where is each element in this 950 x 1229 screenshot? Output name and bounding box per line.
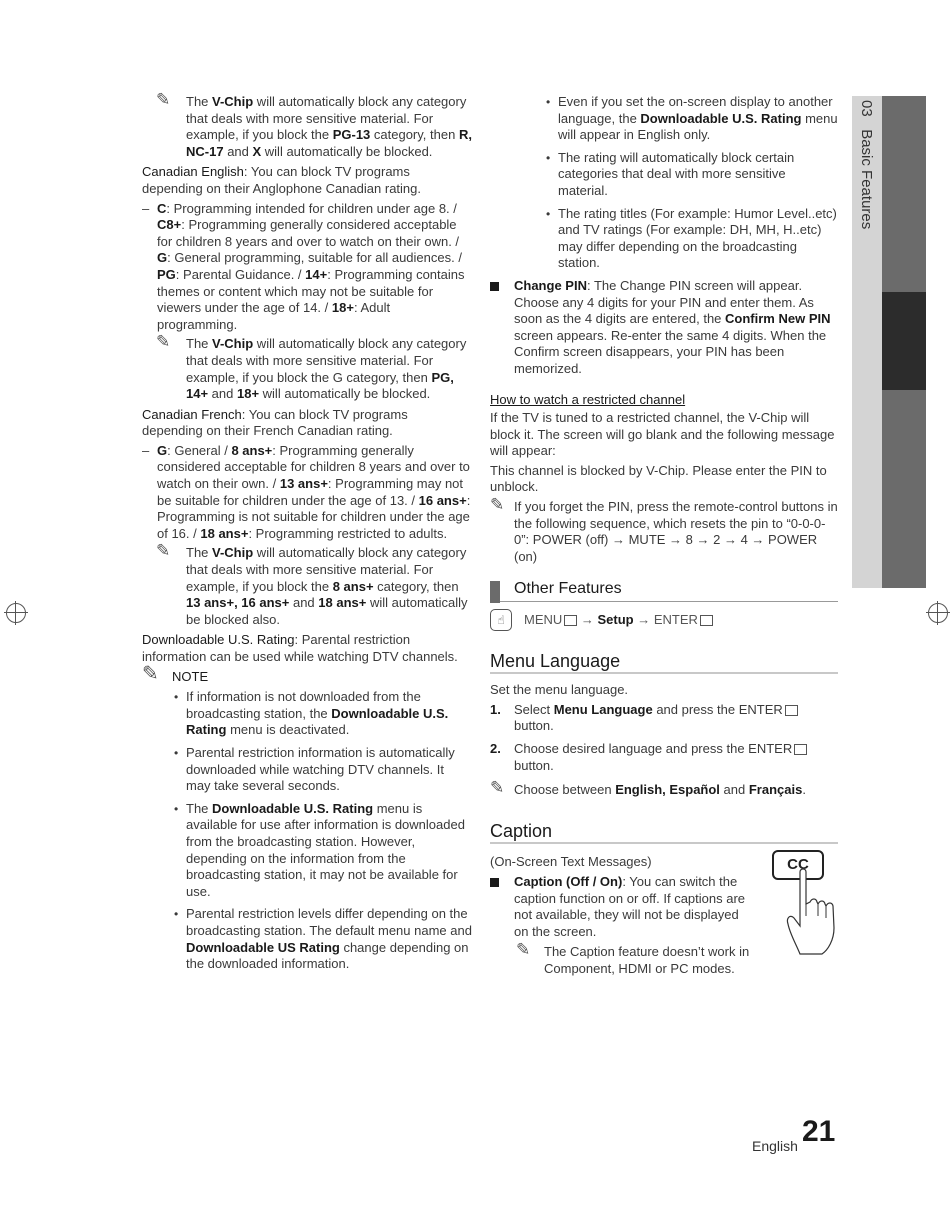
pencil-note-icon: ✎ bbox=[490, 495, 505, 515]
footer-language: English bbox=[752, 1138, 798, 1154]
other-features-heading: Other Features bbox=[490, 581, 838, 602]
note-heading: ✎ NOTE bbox=[142, 662, 209, 685]
menu-language-intro: Set the menu language. bbox=[490, 682, 629, 698]
list-item: • The rating titles (For example: Humor Level..etc) and TV ratings (For example: DH, MH, H..etc) may differ depending on the broadcasting station. bbox=[546, 205, 837, 271]
list-item: 2. Choose desired language and press the ENTER button. bbox=[490, 741, 838, 774]
left-column bbox=[142, 90, 472, 979]
menu-path: ☝ MENU → Setup → ENTER bbox=[490, 612, 838, 629]
cc-button-icon: CC bbox=[772, 850, 824, 880]
note-bullets bbox=[142, 689, 472, 973]
how-to-watch-heading: How to watch a restricted channel bbox=[490, 391, 686, 407]
canadian-french-intro: Canadian French: You can block TV programs depending on their French Canadian rating. bbox=[142, 406, 408, 439]
cc-button-illustration bbox=[772, 850, 838, 960]
pencil-note-icon: ✎ bbox=[156, 332, 171, 352]
chapter-number: 03 bbox=[858, 100, 875, 117]
list-item: • The Downloadable U.S. Rating menu is available for use after information is downloaded from the broadcasting station. However, depending on the information from the broadcasting station, it may not be available for use. bbox=[174, 800, 465, 899]
how-to-watch-text: If the TV is tuned to a restricted channel, the V-Chip will block it. The screen will go blank and the following message will appear: bbox=[490, 410, 835, 459]
caption-item: Caption (Off / On): You can switch the caption function on or off. If captions are not available, they will not be displayed on the screen. bbox=[490, 874, 755, 940]
square-bullet-icon bbox=[490, 282, 499, 291]
registration-mark-icon bbox=[6, 603, 26, 623]
chapter-title: Basic Features bbox=[858, 129, 875, 230]
caption-subtitle: (On-Screen Text Messages) bbox=[490, 854, 652, 870]
language-options-note: ✎ Choose between English, Español and Français. bbox=[490, 778, 806, 798]
pencil-note-icon: ✎ bbox=[490, 778, 505, 798]
registration-mark-icon bbox=[928, 603, 948, 623]
hand-press-icon bbox=[786, 868, 838, 956]
caption-section bbox=[490, 854, 838, 977]
note-vchip-1: ✎ The V-Chip will automatically block any category that deals with more sensitive material. For example, if you block the PG-13 category, then R, NC-17 and X will automatically be blocked. bbox=[156, 90, 472, 159]
list-item: • If information is not downloaded from the broadcasting station, the Downloadable U.S. Rating menu is deactivated. bbox=[174, 689, 449, 738]
section-marker bbox=[490, 581, 500, 603]
blocked-message: This channel is blocked by V-Chip. Please enter the PIN to unblock. bbox=[490, 462, 827, 495]
chapter-tab-marker bbox=[882, 292, 926, 390]
page-number: 21 bbox=[802, 1115, 836, 1148]
list-item: • Parental restriction levels differ depending on the broadcasting station. The default menu name and Downloadable US Rating change depending on the downloaded information. bbox=[174, 906, 472, 972]
list-item: • Parental restriction information is automatically downloaded while watching DTV channels. It may take several seconds. bbox=[174, 744, 455, 794]
list-item: • Even if you set the on-screen display to another language, the Downloadable U.S. Rating menu will appear in English only. bbox=[546, 94, 838, 143]
canadian-english-intro: Canadian English: You can block TV programs depending on their Anglophone Canadian rating. bbox=[142, 164, 422, 196]
rating-bullets bbox=[490, 94, 838, 272]
hand-pointer-icon: ☝ bbox=[490, 609, 512, 631]
menu-grid-icon bbox=[564, 615, 577, 626]
enter-icon bbox=[794, 744, 807, 755]
pencil-note-icon: ✎ bbox=[156, 90, 171, 109]
pencil-note-icon: ✎ bbox=[142, 662, 159, 685]
enter-icon bbox=[700, 615, 713, 626]
canadian-french-ratings: – G: General / 8 ans+: Programming generally considered acceptable for children 8 years and over to watch on their own. / 13 ans+: Programming may not be suitable for children under the age of 13. / 16 ans+: Programming is not suitable for children under the age of 16. / 18 ans+: Programming restricted to adults. bbox=[142, 442, 471, 541]
square-bullet-icon bbox=[490, 878, 499, 887]
pin-reset-note: ✎ If you forget the PIN, press the remote-control buttons in the following sequence, which resets the pin to “0-0-0-0”: POWER (off) → MUTE → 8 → 2 → 4 → POWER (on) bbox=[490, 495, 838, 564]
enter-icon bbox=[785, 705, 798, 716]
downloadable-rating-intro: Downloadable U.S. Rating: Parental restriction information can be used while watching DTV channels. bbox=[142, 632, 458, 664]
chapter-label bbox=[857, 100, 874, 229]
right-column bbox=[490, 94, 838, 978]
list-item: 1. Select Menu Language and press the ENTER button. bbox=[490, 702, 838, 735]
change-pin-item: Change PIN: The Change PIN screen will appear. Choose any 4 digits for your PIN and enter them. As soon as the 4 digits are entered, the Confirm New PIN screen appears. Re-enter the same 4 digits. When the Confirm screen disappears, your PIN has been memorized. bbox=[490, 278, 838, 378]
note-vchip-3: ✎ The V-Chip will automatically block any category that deals with more sensitive material. For example, if you block the 8 ans+ category, then 13 ans+, 16 ans+ and 18 ans+ will automatically be blocked also. bbox=[156, 541, 468, 627]
pencil-note-icon: ✎ bbox=[516, 940, 531, 960]
caption-heading: Caption bbox=[490, 823, 838, 845]
caption-note: ✎ The Caption feature doesn’t work in Component, HDMI or PC modes. bbox=[516, 940, 750, 976]
menu-language-heading: Menu Language bbox=[490, 653, 838, 675]
canadian-english-ratings: – C: Programming intended for children under age 8. / C8+: Programming generally considered acceptable for children 8 years and over to watch on their own. / G: General programming, suitable for all audiences. / PG: Parental Guidance. / 14+: Programming contains themes or content which may not be suitable for viewers under the age of 14. / 18+: Adult programming. bbox=[142, 200, 465, 332]
note-vchip-2: ✎ The V-Chip will automatically block any category that deals with more sensitive material. For example, if you block the G category, then PG, 14+ and 18+ will automatically be blocked. bbox=[156, 332, 467, 402]
list-item: • The rating will automatically block certain categories that deal with more sensitive material. bbox=[546, 149, 795, 198]
pencil-note-icon: ✎ bbox=[156, 541, 171, 561]
